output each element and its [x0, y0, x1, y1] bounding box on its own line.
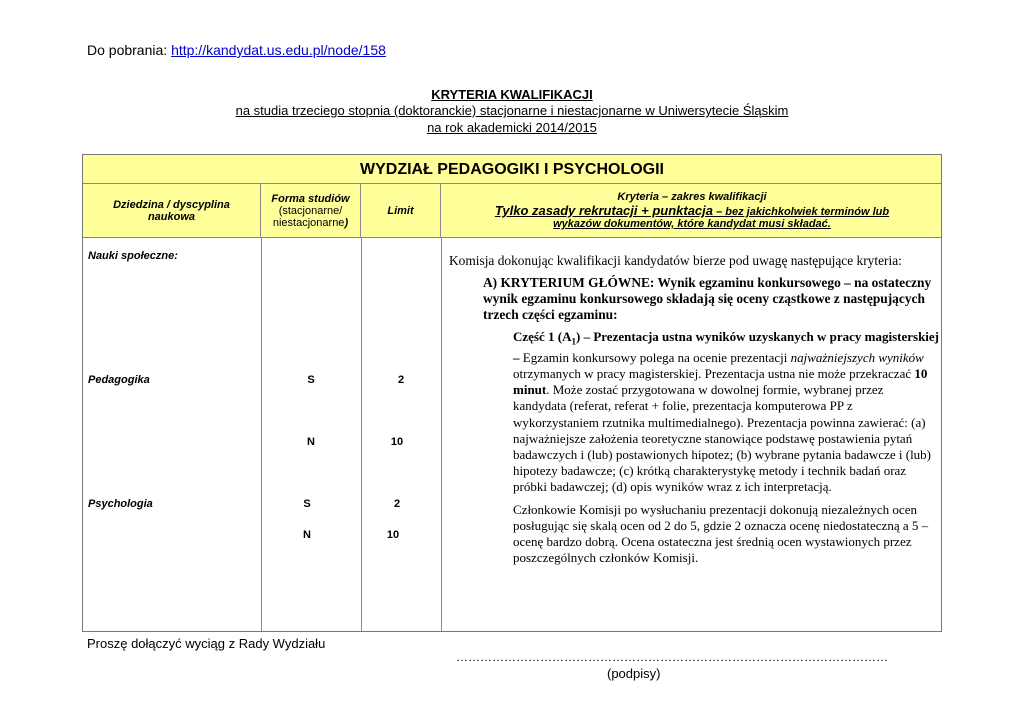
discipline-psychologia: Psychologia	[88, 498, 153, 510]
document-subtitle: na studia trzeciego stopnia (doktoranckie) stacjonarne i niestacjonarne w Uniwersytecie Śląskim	[235, 103, 789, 118]
limit-value: 2	[397, 374, 405, 386]
domain-label: Nauki społeczne:	[88, 250, 178, 262]
column-divider	[361, 238, 362, 631]
form-value: S	[303, 498, 311, 510]
header-criteria-line1: Kryteria – zakres kwalifikacji	[617, 191, 767, 203]
column-divider	[441, 238, 442, 631]
criteria-part1	[513, 329, 939, 496]
header-form-title: Forma studiów	[271, 192, 350, 205]
document-title: KRYTERIA KWALIFIKACJI	[431, 87, 593, 102]
part1-title: Prezentacja ustna wyników uzyskanych w pracy magisterskiej –	[513, 329, 940, 365]
part1-text3: . Może zostać przygotowana w dowolnej formie, wybranej przez kandydata (referat, referat + folie, prezentacja komputerowa PP z wykorzystaniem rzutnika multimedialnego). Prezentacja powinna zawierać: (a) najważniejsze założenia teoretyczne stanowiące podstawę postawienia pytań badawczych i (lub) postawionych hipotez; (b) wybrane pytania badawcze i (lub) hipotezy badawcze; (c) krótką charakterystykę metody i technik badań oraz próbki badawczej; (d) opis wyników wraz z ich interpretacją.	[513, 382, 932, 495]
header-field-label: Dziedzina / dyscyplina naukowa	[113, 198, 230, 223]
header-limit-label: Limit	[387, 204, 414, 217]
download-line	[87, 42, 386, 58]
signature-line: ………………………………………………………………………………………………	[456, 650, 888, 664]
form-value: S	[307, 374, 315, 386]
header-criteria	[441, 184, 943, 237]
header-field	[83, 184, 261, 237]
header-criteria-line3: wykazów dokumentów, które kandydat musi składać.	[553, 218, 831, 230]
limit-value: 2	[393, 498, 401, 510]
discipline-pedagogika: Pedagogika	[88, 374, 150, 386]
table-header-row	[83, 184, 941, 238]
part1-sub: 1	[571, 336, 576, 347]
header-form-paren: )	[344, 216, 349, 229]
header-form	[261, 184, 361, 237]
part1-text1: Egzamin konkursowy polega na ocenie prezentacji	[522, 349, 791, 365]
part1-dash: ) –	[575, 329, 594, 344]
criteria-main: A) KRYTERIUM GŁÓWNE: Wynik egzaminu konkursowego – na ostateczny wynik egzaminu konkursowego składają się oceny cząstkowe z następujących trzech części egzaminu:	[483, 275, 932, 322]
form-value: N	[307, 436, 315, 448]
form-value: N	[303, 529, 311, 541]
faculty-title: WYDZIAŁ PEDAGOGIKI I PSYCHOLOGII	[83, 155, 941, 184]
criteria-commission: Członkowie Komisji po wysłuchaniu prezentacji dokonują niezależnych ocen posługując się skalą ocen od 2 do 5, gdzie 2 oznacza ocenę niedostateczną a 5 – ocenę bardzo dobrą. Ocena ostateczna jest średnią ocen wystawionych przez poszczególnych członków Komisji.	[513, 501, 929, 566]
header-criteria-emph: Tylko zasady rekrutacji + punktacja	[494, 203, 714, 218]
limit-value: 10	[386, 529, 400, 541]
header-criteria-rest: – bez jakichkolwiek terminów lub	[713, 206, 890, 218]
criteria-table	[82, 154, 942, 632]
download-label: Do pobrania:	[87, 42, 168, 58]
part1-label: Część 1 (A	[513, 329, 572, 344]
header-form-sub1: (stacjonarne/	[278, 204, 343, 217]
footer-note: Proszę dołączyć wyciąg z Rady Wydziału	[87, 636, 326, 651]
signature-label: (podpisy)	[607, 666, 661, 681]
header-form-sub2: niestacjonarne	[272, 216, 345, 229]
part1-text2: otrzymanych w pracy magisterskiej. Prezentacja ustna nie może przekraczać	[513, 366, 915, 381]
academic-year: na rok akademicki 2014/2015	[427, 120, 597, 135]
criteria-intro: Komisja dokonując kwalifikacji kandydatów bierze pod uwagę następujące kryteria:	[449, 253, 902, 268]
part1-italic: najważniejszych wyników	[790, 349, 924, 365]
download-link[interactable]: http://kandydat.us.edu.pl/node/158	[171, 42, 386, 58]
criteria-text	[449, 253, 939, 566]
part1-time: 10 minut	[513, 366, 928, 398]
limit-value: 10	[390, 436, 404, 448]
column-divider	[261, 238, 262, 631]
header-limit	[361, 184, 441, 237]
